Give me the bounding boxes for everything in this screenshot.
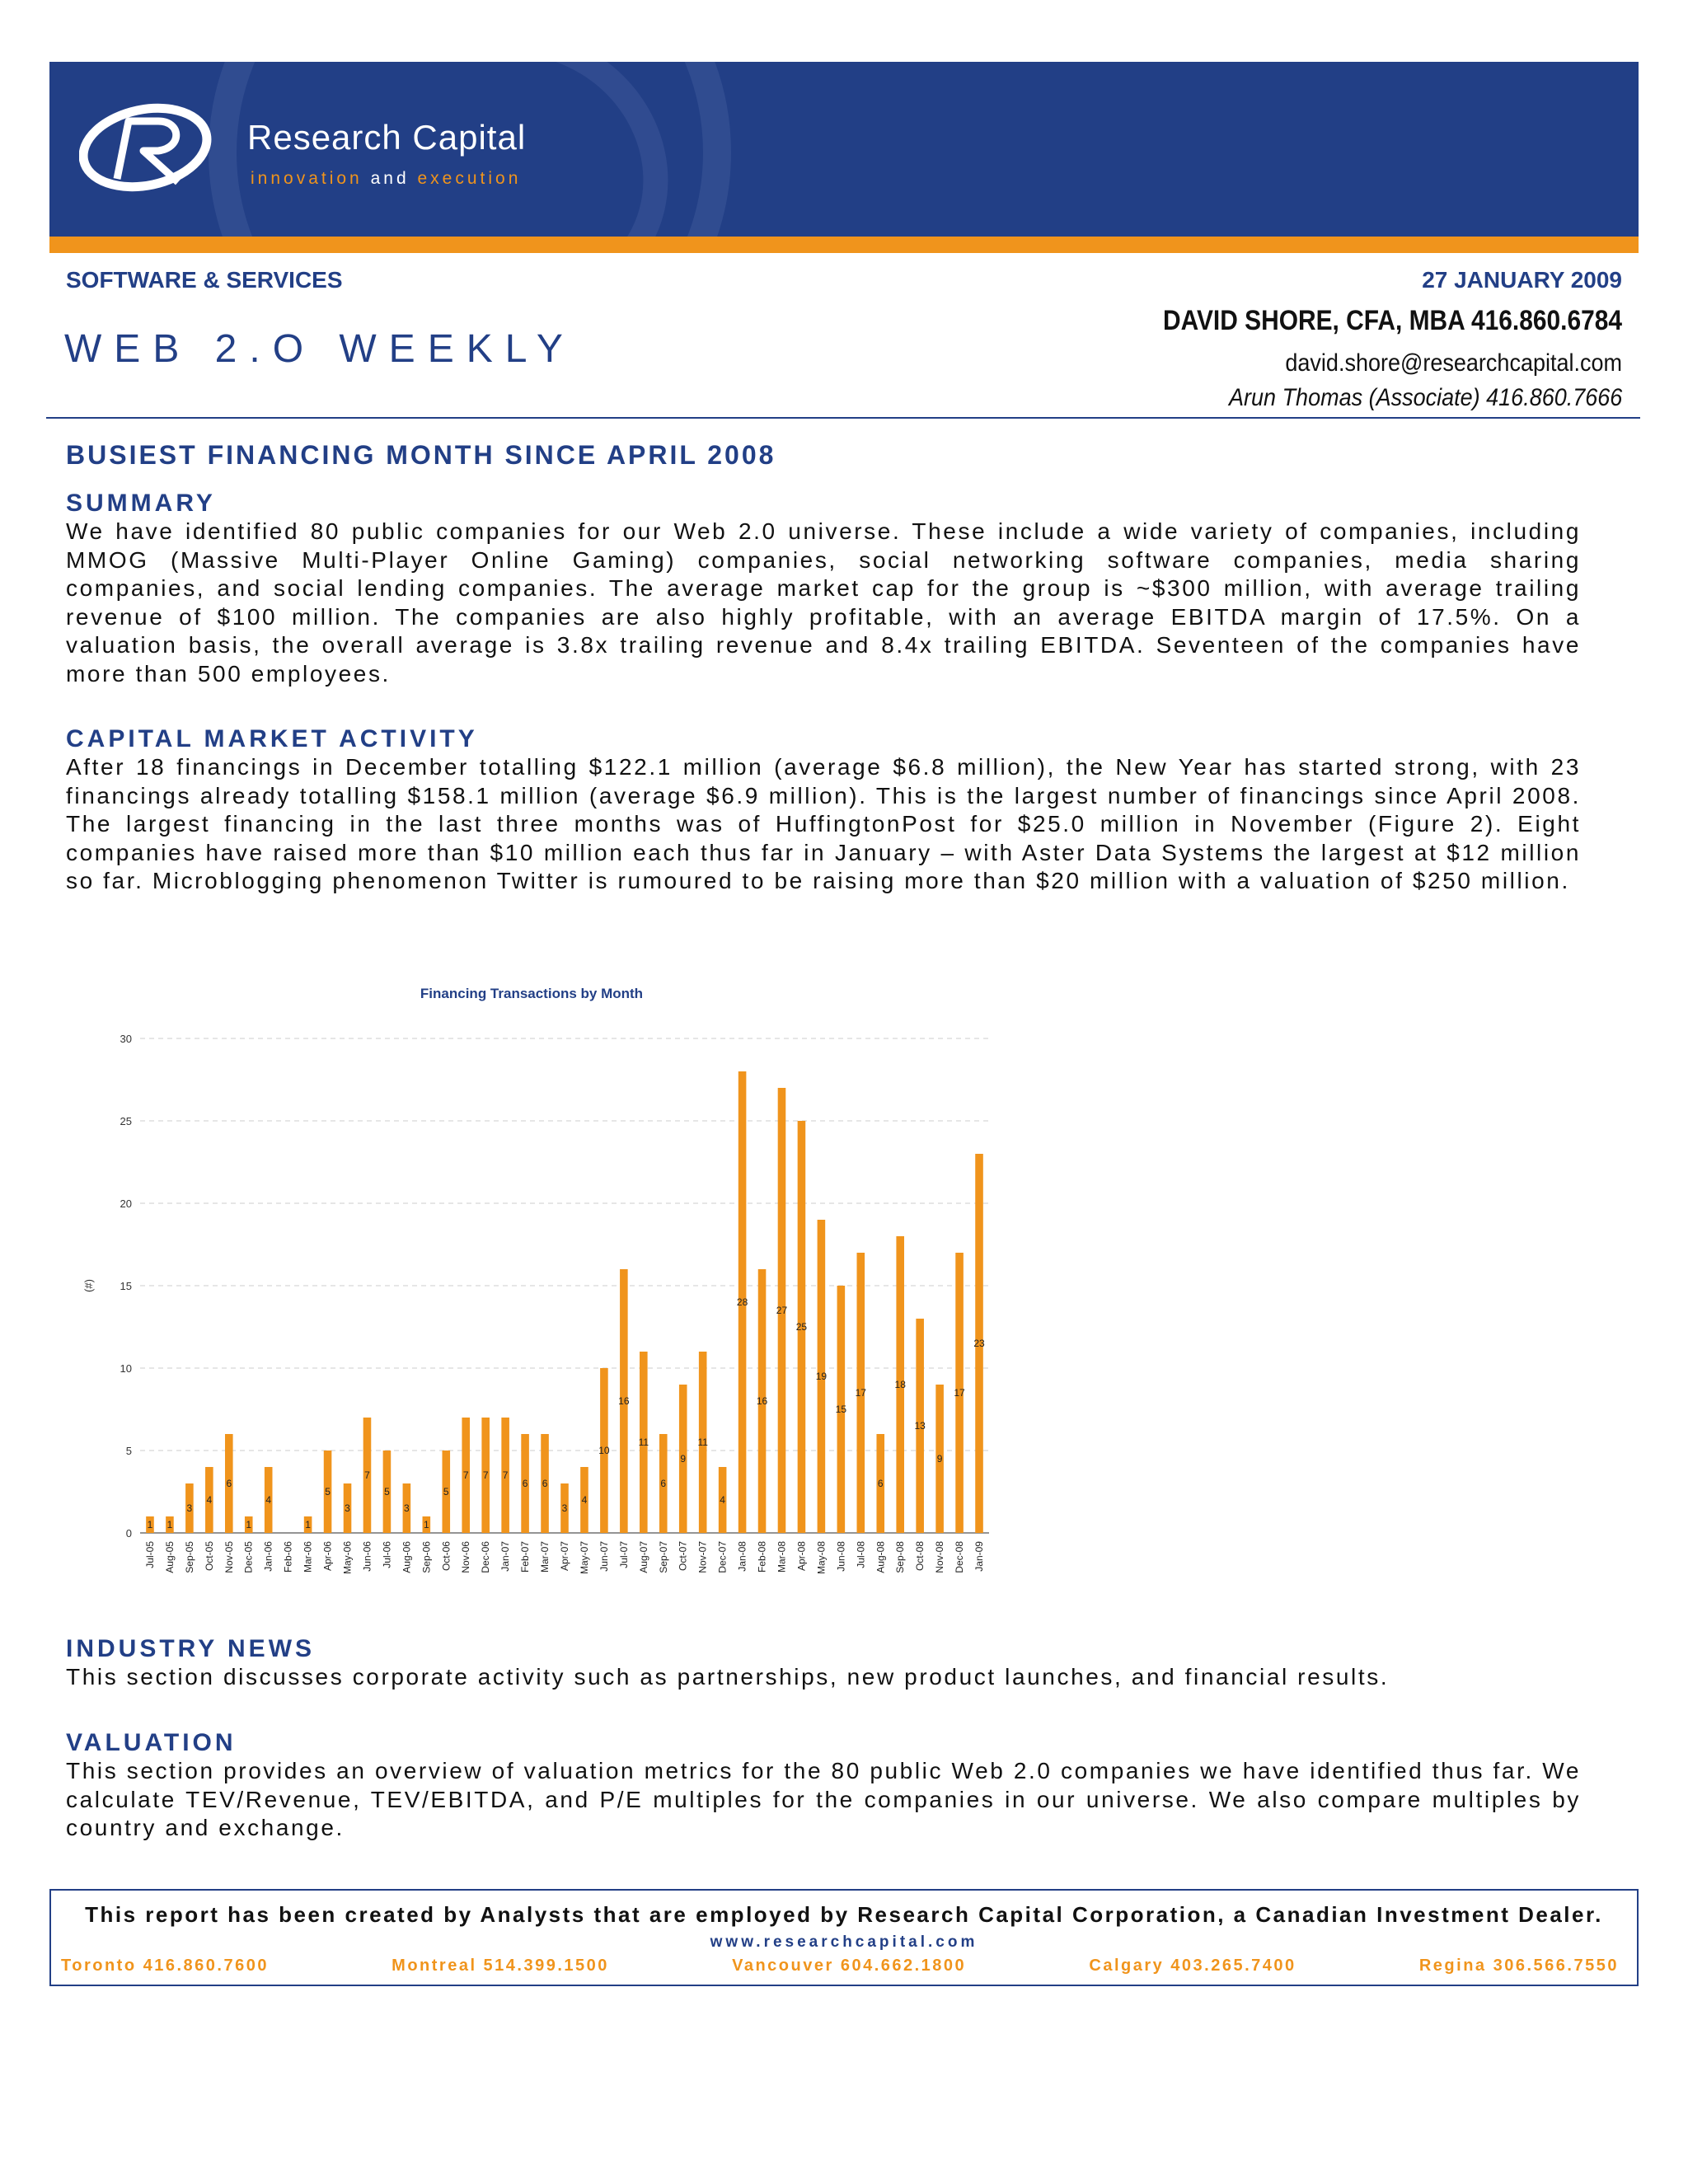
x-tick-label: Aug-05 — [163, 1541, 176, 1573]
x-tick-label: Nov-06 — [460, 1541, 472, 1573]
x-tick-label: Aug-08 — [874, 1541, 887, 1573]
data-label: 5 — [443, 1486, 449, 1497]
data-label: 6 — [660, 1478, 667, 1489]
data-label: 9 — [680, 1453, 687, 1465]
data-label: 27 — [776, 1305, 788, 1316]
x-tick-label: Nov-07 — [696, 1541, 709, 1573]
data-label: 9 — [936, 1453, 943, 1465]
x-tick-label: Jan-08 — [736, 1541, 748, 1572]
capital-market-heading: CAPITAL MARKET ACTIVITY — [66, 725, 478, 752]
data-label: 3 — [404, 1502, 410, 1514]
office-vancouver: Vancouver 604.662.1800 — [732, 1957, 967, 1975]
analyst-name: DAVID SHORE, CFA, MBA 416.860.6784 — [1162, 305, 1622, 336]
tagline-word-execution: execution — [417, 169, 522, 188]
y-tick-label: 10 — [120, 1362, 132, 1375]
footer-disclaimer: This report has been created by Analysts that are employed by Research Capital Corporation, a Canadian Investment Dealer. — [85, 1902, 1603, 1927]
x-tick-label: Nov-08 — [934, 1541, 946, 1573]
x-tick-label: Feb-08 — [756, 1541, 768, 1573]
data-label: 15 — [835, 1404, 847, 1415]
data-label: 4 — [720, 1494, 725, 1506]
banner-orange-stripe — [49, 237, 1639, 253]
data-label: 4 — [581, 1494, 588, 1506]
x-tick-label: Oct-07 — [677, 1541, 689, 1572]
valuation-text: This section provides an overview of valuation metrics for the 80 public Web 2.0 companies we have identified thus far. We calculate TEV/Revenue, TEV/EBITDA, and P/E multiples for the companies in our universe. We also compare multiples by country and exchange. — [66, 1758, 1581, 1840]
x-tick-label: May-06 — [341, 1541, 354, 1575]
x-tick-label: Sep-05 — [183, 1541, 195, 1573]
y-tick-label: 0 — [125, 1527, 132, 1540]
data-label: 4 — [265, 1494, 272, 1506]
data-label: 5 — [384, 1486, 390, 1497]
data-label: 6 — [522, 1478, 528, 1489]
x-tick-label: Sep-08 — [894, 1541, 907, 1573]
office-calgary: Calgary 403.265.7400 — [1089, 1957, 1296, 1975]
data-label: 17 — [855, 1387, 866, 1399]
x-tick-label: Apr-08 — [795, 1541, 808, 1572]
x-tick-label: Oct-05 — [203, 1541, 215, 1572]
x-tick-label: Jan-07 — [499, 1541, 512, 1572]
data-label: 3 — [186, 1502, 193, 1514]
x-tick-label: Dec-06 — [480, 1541, 492, 1573]
y-tick-label: 20 — [120, 1197, 132, 1210]
data-label: 28 — [736, 1296, 748, 1308]
data-label: 19 — [815, 1371, 828, 1382]
data-label: 16 — [618, 1395, 630, 1407]
x-tick-label: Sep-06 — [420, 1541, 433, 1573]
sector-label: SOFTWARE & SERVICES — [66, 267, 343, 293]
data-label: 23 — [973, 1338, 985, 1349]
y-tick-label: 25 — [120, 1115, 132, 1127]
data-label: 1 — [166, 1519, 173, 1530]
data-label: 6 — [877, 1478, 884, 1489]
financing-bar-chart — [74, 1022, 997, 1591]
footer-box — [49, 1889, 1639, 1986]
data-label: 5 — [325, 1486, 331, 1497]
x-tick-label: Jun-07 — [598, 1541, 610, 1572]
data-label: 3 — [561, 1502, 568, 1514]
x-tick-label: Jul-07 — [617, 1541, 630, 1568]
data-label: 7 — [364, 1469, 370, 1481]
x-tick-label: May-08 — [815, 1541, 828, 1575]
office-regina: Regina 306.566.7550 — [1418, 1957, 1619, 1975]
brand-tagline — [251, 169, 521, 189]
x-tick-label: Aug-07 — [637, 1541, 649, 1573]
data-label: 7 — [462, 1469, 469, 1481]
x-tick-label: Sep-07 — [657, 1541, 669, 1573]
data-label: 13 — [914, 1420, 926, 1432]
header-divider — [46, 417, 1640, 419]
x-tick-label: Dec-07 — [716, 1541, 729, 1573]
x-tick-label: Mar-07 — [539, 1541, 551, 1573]
publication-title: WEB 2.O WEEKLY — [64, 327, 575, 371]
x-tick-label: Oct-06 — [440, 1541, 452, 1572]
x-tick-label: Apr-07 — [559, 1541, 570, 1572]
x-tick-label: Oct-08 — [914, 1541, 926, 1572]
data-label: 11 — [697, 1436, 708, 1448]
x-tick-label: Mar-08 — [776, 1541, 788, 1573]
x-tick-label: Jul-05 — [143, 1541, 156, 1568]
data-label: 18 — [894, 1379, 906, 1390]
research-capital-logo — [79, 96, 269, 204]
x-tick-label: Nov-05 — [223, 1541, 235, 1573]
x-tick-label: Feb-07 — [519, 1541, 532, 1573]
footer-offices — [51, 1957, 1637, 1975]
footer-url[interactable]: www.researchcapital.com — [710, 1933, 978, 1951]
data-label: 1 — [147, 1519, 153, 1530]
data-label: 7 — [482, 1469, 489, 1481]
y-tick-label: 15 — [120, 1280, 132, 1292]
analyst-email[interactable]: david.shore@researchcapital.com — [1285, 349, 1622, 377]
x-tick-label: Jul-08 — [855, 1541, 867, 1568]
data-label: 7 — [502, 1469, 509, 1481]
x-tick-label: May-07 — [578, 1541, 590, 1575]
y-axis-label: (#) — [82, 1279, 95, 1292]
associate-name: Arun Thomas (Associate) 416.860.7666 — [1228, 384, 1622, 411]
summary-heading: SUMMARY — [66, 490, 216, 517]
data-label: 16 — [756, 1395, 768, 1407]
x-tick-label: Jun-08 — [835, 1541, 847, 1572]
data-label: 6 — [542, 1478, 548, 1489]
industry-news-heading: INDUSTRY NEWS — [66, 1635, 316, 1662]
office-toronto: Toronto 416.860.7600 — [61, 1957, 269, 1975]
x-tick-label: Jan-06 — [262, 1541, 274, 1572]
data-label: 1 — [305, 1519, 311, 1530]
data-label: 6 — [226, 1478, 232, 1489]
x-tick-label: Dec-08 — [954, 1541, 966, 1573]
data-label: 1 — [246, 1519, 252, 1530]
x-tick-label: Apr-06 — [321, 1541, 334, 1572]
data-label: 11 — [638, 1436, 649, 1448]
x-tick-label: Jul-06 — [381, 1541, 393, 1568]
summary-text: We have identified 80 public companies for our Web 2.0 universe. These include a wide variety of companies, including MMOG (Massive Multi-Player Online Gaming) companies, social networking software companies, media sharing companies, and social lending companies. The average market cap for the group is ~$300 million, with average trailing revenue of $100 million. The companies are also highly profitable, with an average EBITDA margin of 17.5%. On a valuation basis, the overall average is 3.8x trailing revenue and 8.4x trailing EBITDA. Seventeen of the companies have more than 500 employees. — [66, 518, 1581, 687]
x-tick-label: Feb-06 — [282, 1541, 294, 1573]
report-headline: BUSIEST FINANCING MONTH SINCE APRIL 2008 — [66, 440, 776, 470]
tagline-word-innovation: innovation — [251, 169, 363, 188]
x-tick-label: Jan-09 — [973, 1541, 986, 1572]
x-tick-label: Jun-06 — [361, 1541, 373, 1572]
industry-news-text: This section discusses corporate activity such as partnerships, new product launches, and financial results. — [66, 1664, 1390, 1690]
y-tick-label: 5 — [125, 1445, 132, 1457]
data-label: 10 — [598, 1445, 610, 1456]
x-tick-label: Aug-06 — [401, 1541, 413, 1573]
y-tick-label: 30 — [120, 1033, 132, 1045]
tagline-word-and: and — [370, 169, 410, 188]
data-label: 17 — [954, 1387, 965, 1399]
header-banner — [49, 62, 1639, 253]
data-label: 1 — [423, 1519, 429, 1530]
x-tick-label: Mar-06 — [302, 1541, 314, 1573]
data-label: 4 — [206, 1494, 213, 1506]
valuation-heading: VALUATION — [66, 1729, 237, 1756]
brand-name: Research Capital — [247, 118, 527, 157]
chart-title: Financing Transactions by Month — [420, 986, 644, 1001]
data-label: 25 — [795, 1321, 808, 1333]
office-montreal: Montreal 514.399.1500 — [392, 1957, 609, 1975]
capital-market-text: After 18 financings in December totalling $122.1 million (average $6.8 million), the New Year has started strong, with 23 financings already totalling $158.1 million (average $6.9 million). This is the largest number of financings since April 2008. The largest financing in the last three months was of HuffingtonPost for $25.0 million in November (Figure 2). Eight companies have raised more than $10 million each thus far in January – with Aster Data Systems the largest at $12 million so far. Microblogging phenomenon Twitter is rumoured to be raising more than $20 million with a valuation of $250 million. — [66, 754, 1581, 893]
data-label: 3 — [345, 1502, 350, 1514]
report-date: 27 JANUARY 2009 — [1422, 267, 1622, 293]
x-tick-label: Dec-05 — [242, 1541, 255, 1573]
